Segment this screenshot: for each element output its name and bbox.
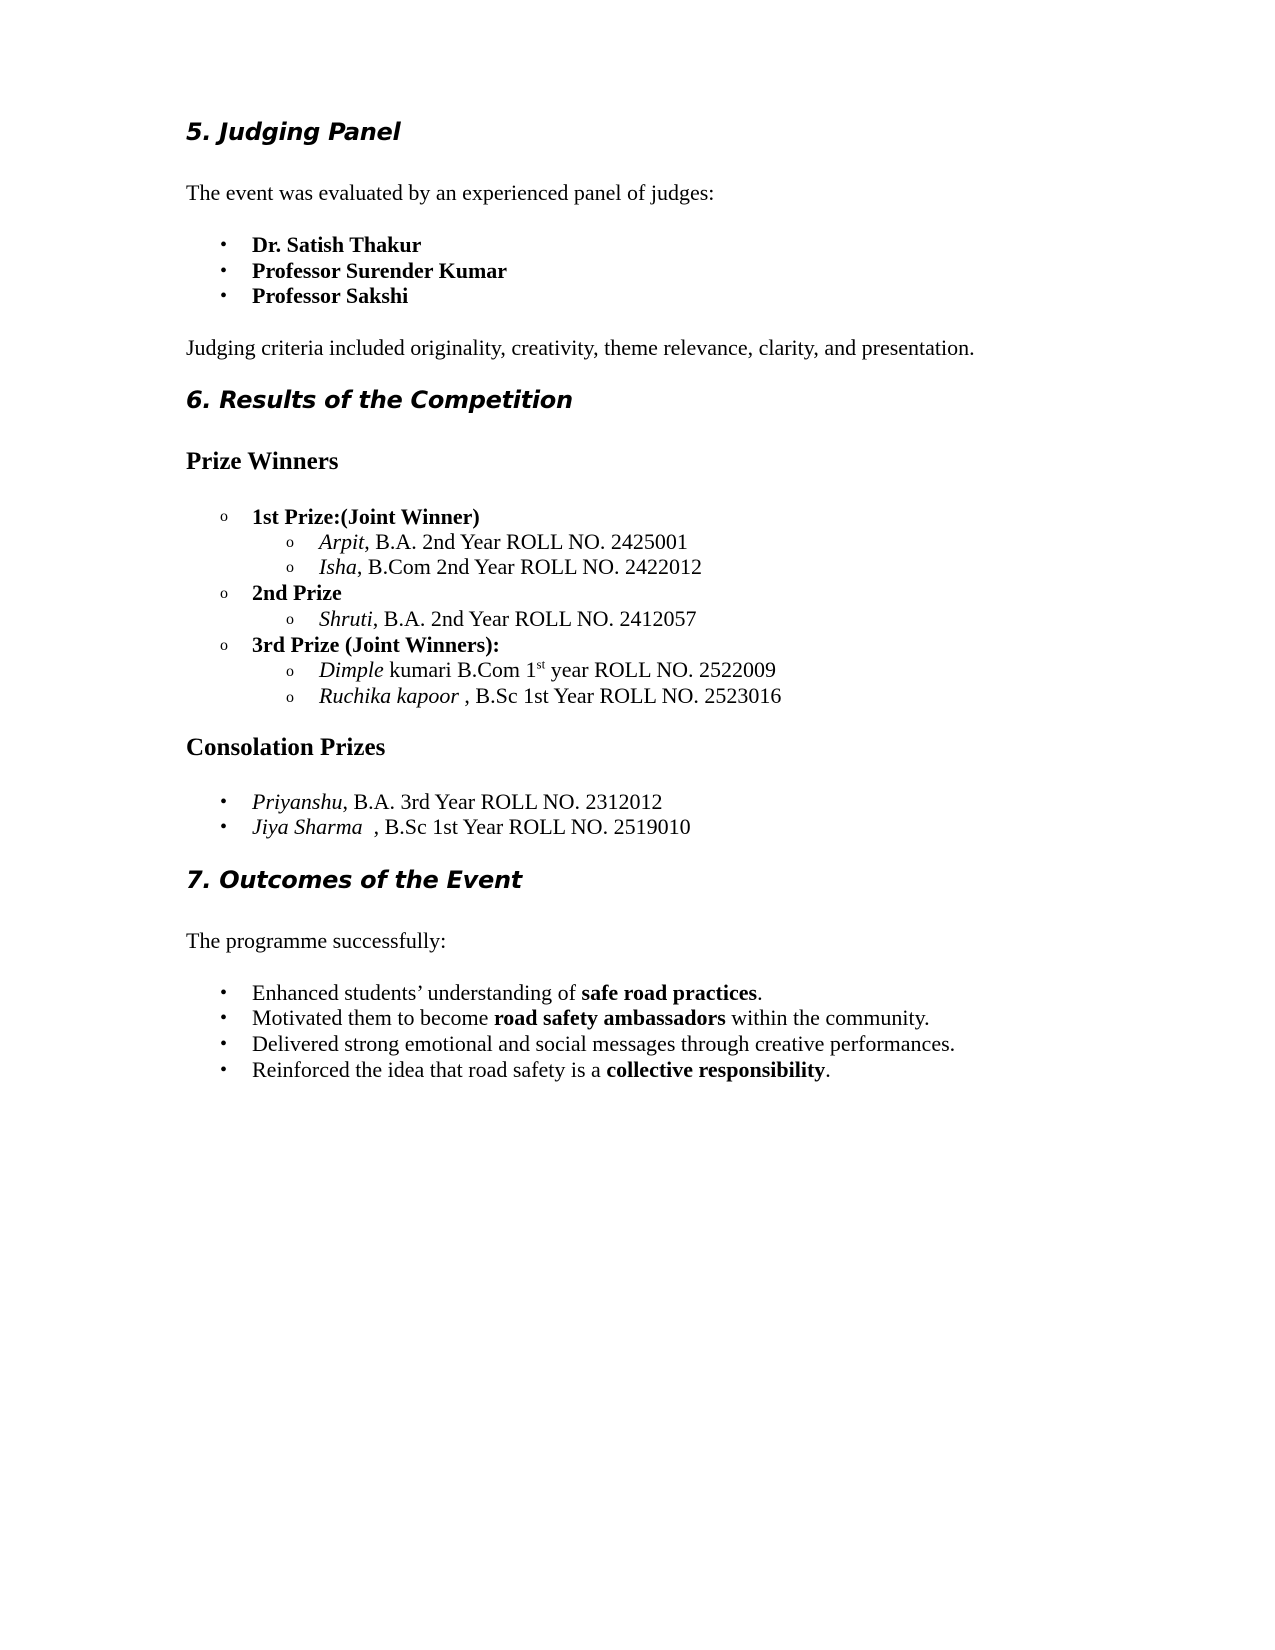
outcome-text: Reinforced the idea that road safety is a <box>252 1057 607 1082</box>
prize-title: 3rd Prize (Joint Winners): <box>252 632 500 657</box>
judging-intro: The event was evaluated by an experienced panel of judges: <box>186 180 715 205</box>
bullet-icon: • <box>220 791 228 813</box>
hollow-bullet-icon: o <box>286 611 294 628</box>
winner-detail: , B.Sc 1st Year ROLL NO. 2519010 <box>362 814 691 839</box>
winner-detail: , B.Com 2nd Year ROLL NO. 2422012 <box>356 554 702 579</box>
outcome-emphasis: road safety ambassadors <box>493 1005 726 1030</box>
outcomes-intro: The programme successfully: <box>186 928 447 953</box>
prize-winners-heading: Prize Winners <box>186 448 339 475</box>
section-heading-judging-panel: 5. Judging Panel <box>186 118 401 146</box>
hollow-bullet-icon: o <box>220 508 228 525</box>
outcome-line <box>252 1031 955 1057</box>
outcome-text: Delivered strong emotional and social messages through creative performances. <box>252 1031 956 1056</box>
winner-detail: , B.A. 3rd Year ROLL NO. 2312012 <box>342 789 663 814</box>
winner-name: Dimple <box>319 657 384 682</box>
winner-line <box>319 554 702 580</box>
hollow-bullet-icon: o <box>286 534 294 551</box>
winner-line <box>319 529 688 555</box>
section-heading-results: 6. Results of the Competition <box>186 386 573 414</box>
judge-name: Professor Sakshi <box>252 283 409 308</box>
bullet-icon: • <box>220 1033 228 1055</box>
outcome-line <box>252 980 763 1006</box>
bullet-icon: • <box>220 816 228 838</box>
outcome-text-end: within the community. <box>725 1005 930 1030</box>
winner-name: Isha <box>319 554 357 579</box>
bullet-icon: • <box>220 1007 228 1029</box>
winner-detail: , B.Sc 1st Year ROLL NO. 2523016 <box>458 683 782 708</box>
outcome-text: Motivated them to become <box>252 1005 494 1030</box>
winner-name: Shruti <box>319 606 373 631</box>
winner-name: Arpit <box>319 529 365 554</box>
prize-title: 1st Prize:(Joint Winner) <box>252 504 480 529</box>
winner-name: Ruchika kapoor <box>319 683 459 708</box>
judge-name: Professor Surender Kumar <box>252 258 508 283</box>
prize-title: 2nd Prize <box>252 580 342 605</box>
ordinal-suffix: st <box>536 656 546 672</box>
hollow-bullet-icon: o <box>220 585 228 602</box>
winner-line <box>319 606 696 632</box>
judge-name: Dr. Satish Thakur <box>252 232 422 257</box>
outcome-text-end: . <box>757 980 763 1005</box>
bullet-icon: • <box>220 1059 228 1081</box>
consolation-line <box>252 814 691 840</box>
winner-detail-pre: kumari B.Com 1 <box>383 657 537 682</box>
outcome-line <box>252 1057 831 1083</box>
bullet-icon: • <box>220 285 228 307</box>
hollow-bullet-icon: o <box>286 689 294 706</box>
consolation-prizes-heading: Consolation Prizes <box>186 734 386 761</box>
winner-detail: , B.A. 2nd Year ROLL NO. 2425001 <box>364 529 688 554</box>
winner-name: Jiya Sharma <box>252 814 363 839</box>
winner-line <box>319 683 781 709</box>
outcome-text-end: . <box>825 1057 831 1082</box>
bullet-icon: • <box>220 234 228 256</box>
outcome-line <box>252 1005 930 1031</box>
judging-criteria: Judging criteria included originality, creativity, theme relevance, clarity, and presentation. <box>186 335 975 360</box>
hollow-bullet-icon: o <box>220 637 228 654</box>
bullet-icon: • <box>220 982 228 1004</box>
section-heading-outcomes: 7. Outcomes of the Event <box>186 866 522 894</box>
winner-name: Priyanshu <box>252 789 343 814</box>
outcome-emphasis: collective responsibility <box>606 1057 826 1082</box>
bullet-icon: • <box>220 260 228 282</box>
consolation-line <box>252 789 662 815</box>
outcome-text: Enhanced students’ understanding of <box>252 980 582 1005</box>
hollow-bullet-icon: o <box>286 663 294 680</box>
winner-line <box>319 657 776 683</box>
outcome-emphasis: safe road practices <box>581 980 758 1005</box>
hollow-bullet-icon: o <box>286 559 294 576</box>
winner-detail: , B.A. 2nd Year ROLL NO. 2412057 <box>372 606 697 631</box>
winner-detail-post: year ROLL NO. 2522009 <box>545 657 776 682</box>
